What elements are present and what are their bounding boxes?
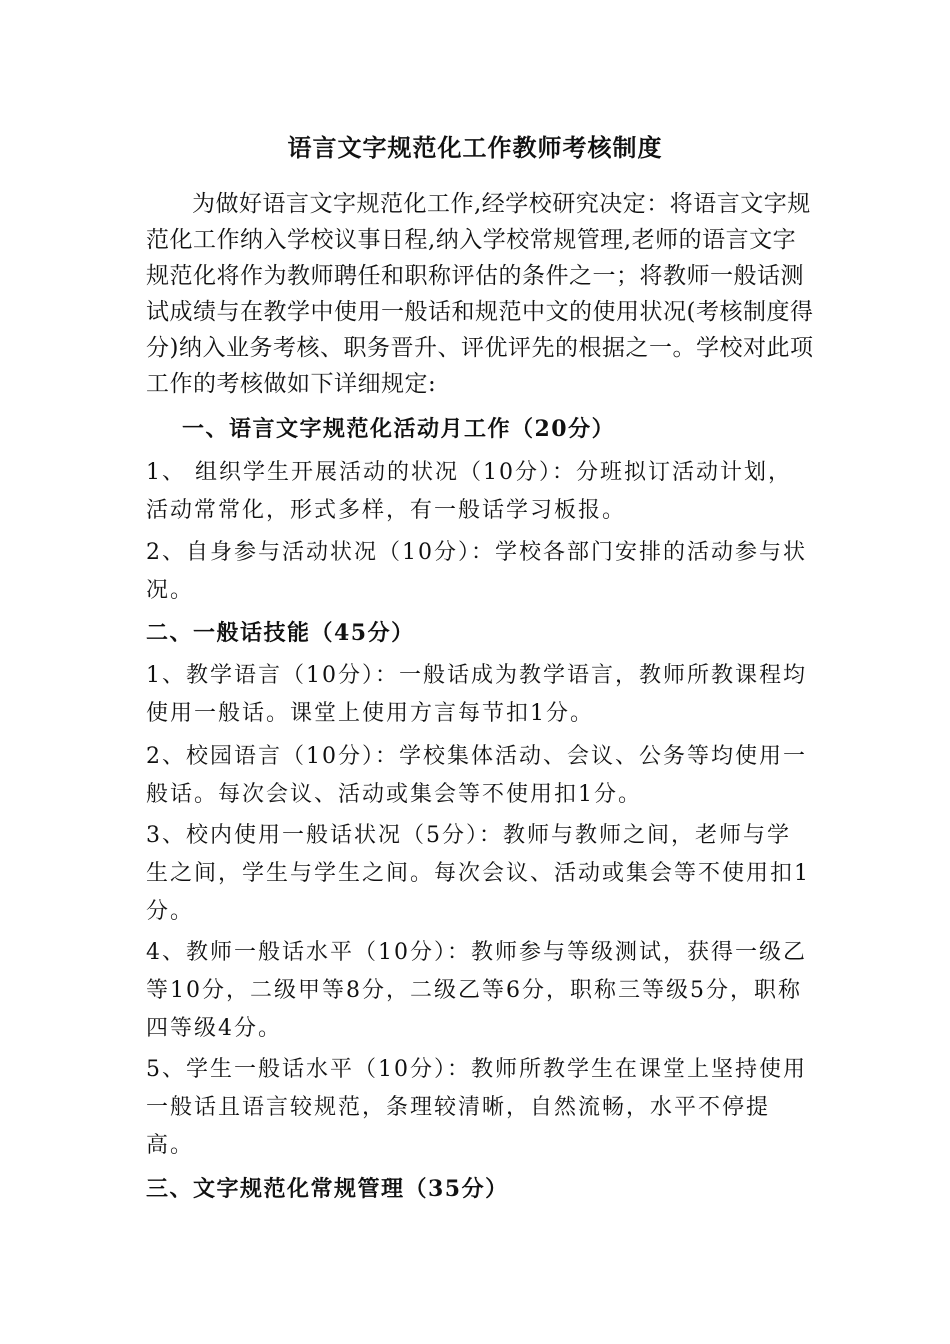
section-1-item-1: 1、 组织学生开展活动的状况（10分）：分班拟订活动计划，活动常常化，形式多样，有一般话学习板报。 bbox=[146, 460, 792, 523]
section-2-item-4: 4、教师一般话水平（10分）：教师参与等级测试，获得一级乙等10分，二级甲等8分，二级乙等6分，职称三等级5分，职称四等级4分。 bbox=[146, 940, 807, 1041]
section-2-item-5: 5、学生一般话水平（10分）：教师所教学生在课堂上坚持使用一般话且语言较规范，条理较清晰，自然流畅，水平不停提高。 bbox=[146, 1057, 807, 1158]
section-3-heading: 三、文字规范化常规管理（35分） bbox=[146, 1176, 509, 1202]
section-2-item-3: 3、校内使用一般话状况（5分）：教师与教师之间，老师与学生之间，学生与学生之间。每次会议、活动或集会等不使用扣1分。 bbox=[146, 823, 810, 924]
section-1-item-2: 2、自身参与活动状况（10分）：学校各部门安排的活动参与状况。 bbox=[146, 540, 807, 603]
section-1-heading: 一、语言文字规范化活动月工作（20分） bbox=[182, 416, 616, 442]
section-2-item-2: 2、校园语言（10分）：学校集体活动、会议、公务等均使用一般话。每次会议、活动或集会等不使用扣1分。 bbox=[146, 744, 807, 807]
section-2-item-1: 1、教学语言（10分）：一般话成为教学语言，教师所教课程均使用一般话。课堂上使用方言每节扣1分。 bbox=[146, 663, 807, 726]
document-title: 语言文字规范化工作教师考核制度 bbox=[287, 133, 663, 162]
section-2-heading: 二、一般话技能（45分） bbox=[146, 620, 415, 646]
intro-paragraph: 为做好语言文字规范化工作,经学校研究决定：将语言文字规范化工作纳入学校议事日程,纳入学校常规管理,老师的语言文字规范化将作为教师聘任和职称评估的条件之一；将教师一般话测试成绩与在教学中使用一般话和规范中文的使用状况(考核制度得分)纳入业务考核、职务晋升、评优评先的根据之一。学校对此项工作的考核做如下详细规定: bbox=[146, 191, 814, 397]
